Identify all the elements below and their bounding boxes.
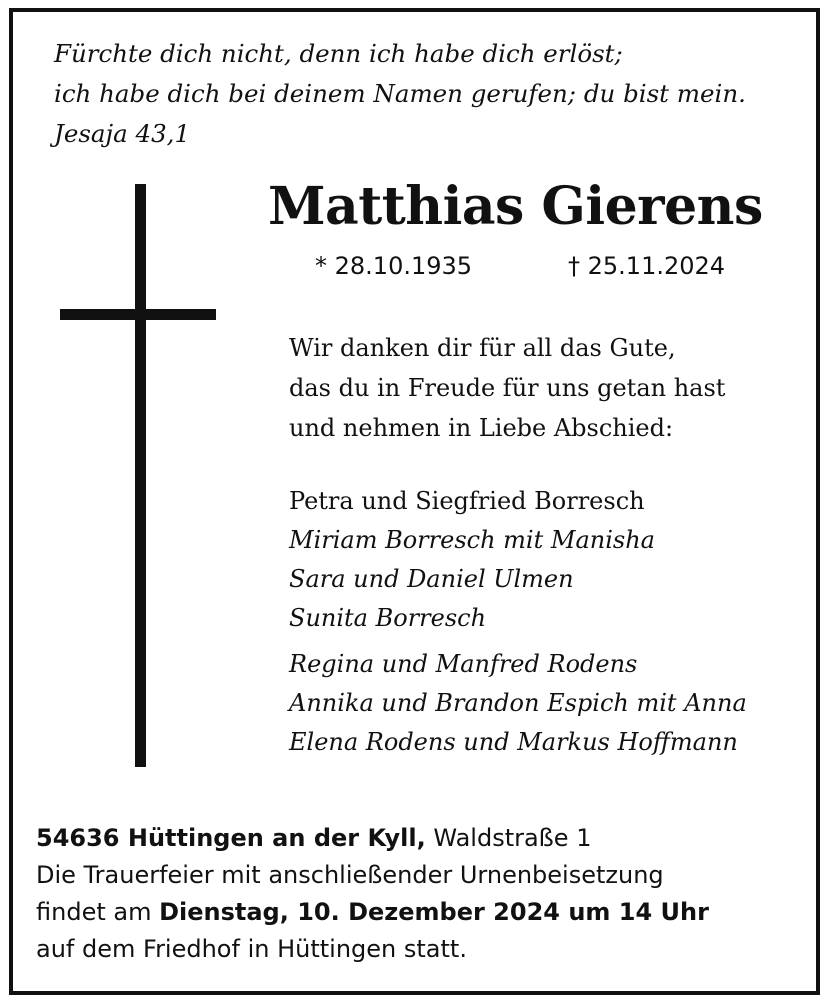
ceremony-line-1: Die Trauerfeier mit anschließender Urnenbeisetzung <box>36 861 664 889</box>
ceremony-line-3: auf dem Friedhof in Hüttingen statt. <box>36 935 467 963</box>
cross-icon <box>135 184 146 767</box>
address-line <box>36 820 709 857</box>
verse-reference: Jesaja 43,1 <box>54 119 191 148</box>
address-place: 54636 Hüttingen an der Kyll, <box>36 824 426 852</box>
family-member: Petra und Siegfried Borresch <box>289 487 645 515</box>
family-member: Regina und Manfred Rodens <box>289 650 638 678</box>
deceased-name: Matthias Gierens <box>268 176 763 237</box>
ceremony-date: Dienstag, 10. Dezember 2024 um 14 Uhr <box>159 898 709 926</box>
bible-verse <box>54 34 746 154</box>
family-member: Sunita Borresch <box>289 604 487 632</box>
verse-line-1: Fürchte dich nicht, denn ich habe dich erlöst; <box>54 39 623 68</box>
cross-icon-crossbar <box>60 309 216 320</box>
thanks-line-3: und nehmen in Liebe Abschied: <box>289 414 674 442</box>
ceremony-line-2 <box>36 894 709 931</box>
family-member: Sara und Daniel Ulmen <box>289 565 574 593</box>
address-street: Waldstraße 1 <box>433 824 592 852</box>
address-ceremony-block <box>36 820 709 968</box>
thanks-text <box>289 328 725 448</box>
verse-line-2: ich habe dich bei deinem Namen gerufen; du bist mein. <box>54 79 746 108</box>
thanks-line-1: Wir danken dir für all das Gute, <box>289 334 676 362</box>
family-member: Elena Rodens und Markus Hoffmann <box>289 728 738 756</box>
family-member: Annika und Brandon Espich mit Anna <box>289 689 747 717</box>
family-member: Miriam Borresch mit Manisha <box>289 526 655 554</box>
thanks-line-2: das du in Freude für uns getan hast <box>289 374 726 402</box>
death-date: † 25.11.2024 <box>568 252 726 280</box>
ceremony-prefix: findet am <box>36 898 152 926</box>
birth-date: * 28.10.1935 <box>315 252 473 280</box>
